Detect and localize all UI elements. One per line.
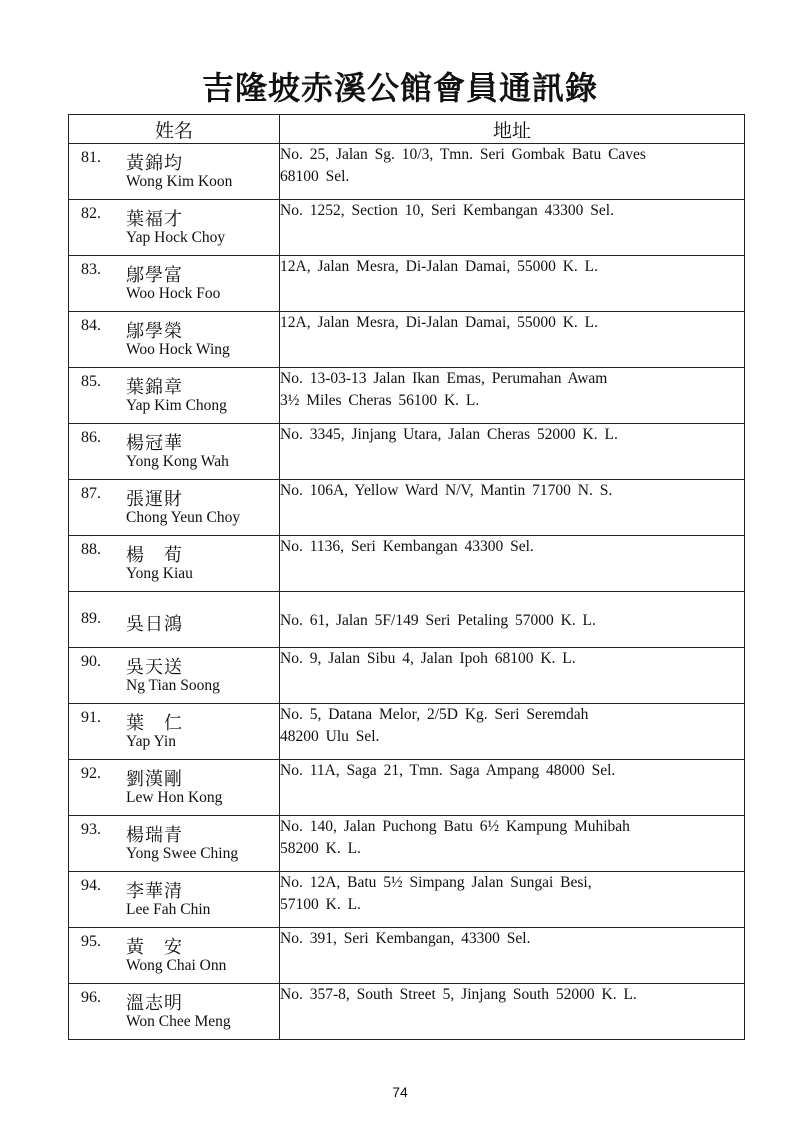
member-name-cell bbox=[69, 592, 280, 648]
member-name-cell bbox=[69, 872, 280, 928]
address-line: No. 61, Jalan 5F/149 Seri Petaling 57000 K. L. bbox=[280, 612, 596, 629]
member-address-cell bbox=[280, 872, 745, 928]
member-english-name: Woo Hock Foo bbox=[126, 285, 221, 302]
member-name-cell bbox=[69, 200, 280, 256]
member-address-cell bbox=[280, 704, 745, 760]
member-number: 81. bbox=[81, 149, 101, 166]
address-line: No. 391, Seri Kembangan, 43300 Sel. bbox=[280, 930, 531, 947]
address-line: No. 25, Jalan Sg. 10/3, Tmn. Seri Gombak Batu Caves bbox=[280, 146, 646, 163]
member-english-name: Wong Kim Koon bbox=[126, 173, 233, 190]
address-line: 12A, Jalan Mesra, Di-Jalan Damai, 55000 K. L. bbox=[280, 314, 599, 331]
name-column-header: 姓名 bbox=[69, 115, 280, 144]
table-row bbox=[69, 424, 745, 480]
address-line: No. 140, Jalan Puchong Batu 6½ Kampung Muhibah bbox=[280, 818, 630, 835]
member-name-cell bbox=[69, 144, 280, 200]
member-chinese-name: 葉 仁 bbox=[126, 713, 183, 734]
member-rows bbox=[69, 144, 745, 1040]
table-row bbox=[69, 984, 745, 1040]
member-name-cell bbox=[69, 536, 280, 592]
member-name-cell bbox=[69, 760, 280, 816]
member-english-name: Woo Hock Wing bbox=[126, 341, 230, 358]
table-row bbox=[69, 256, 745, 312]
member-name-cell bbox=[69, 424, 280, 480]
member-chinese-name: 吳天送 bbox=[126, 657, 183, 678]
member-address-cell bbox=[280, 200, 745, 256]
member-english-name: Won Chee Meng bbox=[126, 1013, 231, 1030]
address-line: No. 9, Jalan Sibu 4, Jalan Ipoh 68100 K. L. bbox=[280, 650, 576, 667]
member-chinese-name: 葉錦章 bbox=[126, 377, 183, 398]
address-line: No. 1252, Section 10, Seri Kembangan 43300 Sel. bbox=[280, 202, 614, 219]
member-number: 89. bbox=[81, 610, 101, 627]
table-row bbox=[69, 704, 745, 760]
member-chinese-name: 吳日鴻 bbox=[126, 614, 183, 635]
address-line: No. 11A, Saga 21, Tmn. Saga Ampang 48000 Sel. bbox=[280, 762, 616, 779]
member-number: 94. bbox=[81, 877, 101, 894]
address-line: No. 3345, Jinjang Utara, Jalan Cheras 52000 K. L. bbox=[280, 426, 618, 443]
member-chinese-name: 劉漢剛 bbox=[126, 769, 183, 790]
address-line: No. 5, Datana Melor, 2/5D Kg. Seri Seremdah bbox=[280, 706, 589, 723]
member-address-cell bbox=[280, 648, 745, 704]
member-number: 91. bbox=[81, 709, 101, 726]
address-line: 58200 K. L. bbox=[280, 840, 361, 857]
member-name-cell bbox=[69, 256, 280, 312]
table-row bbox=[69, 312, 745, 368]
address-line: No. 1136, Seri Kembangan 43300 Sel. bbox=[280, 538, 534, 555]
member-name-cell bbox=[69, 928, 280, 984]
member-number: 82. bbox=[81, 205, 101, 222]
address-line: 3½ Miles Cheras 56100 K. L. bbox=[280, 392, 480, 409]
member-directory-table bbox=[68, 114, 745, 1040]
member-address-cell bbox=[280, 816, 745, 872]
member-number: 85. bbox=[81, 373, 101, 390]
table-row bbox=[69, 592, 745, 648]
member-chinese-name: 鄔學榮 bbox=[126, 321, 183, 342]
table-row bbox=[69, 144, 745, 200]
address-line: No. 12A, Batu 5½ Simpang Jalan Sungai Besi, bbox=[280, 874, 592, 891]
member-chinese-name: 張運財 bbox=[126, 489, 183, 510]
member-number: 84. bbox=[81, 317, 101, 334]
member-english-name: Chong Yeun Choy bbox=[126, 509, 241, 526]
table-row bbox=[69, 200, 745, 256]
member-english-name: Ng Tian Soong bbox=[126, 677, 220, 694]
member-name-cell bbox=[69, 368, 280, 424]
address-line: 12A, Jalan Mesra, Di-Jalan Damai, 55000 K. L. bbox=[280, 258, 599, 275]
address-line: 68100 Sel. bbox=[280, 168, 350, 185]
member-number: 90. bbox=[81, 653, 101, 670]
member-chinese-name: 楊瑞青 bbox=[126, 825, 183, 846]
member-number: 96. bbox=[81, 989, 101, 1006]
address-column-header: 地址 bbox=[280, 115, 745, 144]
member-english-name: Yap Kim Chong bbox=[126, 397, 227, 414]
table-row bbox=[69, 536, 745, 592]
member-chinese-name: 楊 荀 bbox=[126, 545, 183, 566]
page-title: 吉隆坡赤溪公館會員通訊錄 bbox=[201, 69, 598, 107]
member-chinese-name: 黃 安 bbox=[126, 937, 183, 958]
member-address-cell bbox=[280, 312, 745, 368]
member-name-cell bbox=[69, 312, 280, 368]
member-number: 83. bbox=[81, 261, 101, 278]
page-number: 74 bbox=[392, 1084, 408, 1100]
member-address-cell bbox=[280, 984, 745, 1040]
address-line: 57100 K. L. bbox=[280, 896, 361, 913]
member-chinese-name: 葉福才 bbox=[126, 209, 183, 230]
member-name-cell bbox=[69, 704, 280, 760]
member-english-name: Lew Hon Kong bbox=[126, 789, 223, 806]
member-chinese-name: 溫志明 bbox=[126, 993, 183, 1014]
member-chinese-name: 黃錦均 bbox=[126, 153, 183, 174]
member-number: 95. bbox=[81, 933, 101, 950]
address-line: No. 357-8, South Street 5, Jinjang South 52000 K. L. bbox=[280, 986, 637, 1003]
address-line: No. 13-03-13 Jalan Ikan Emas, Perumahan Awam bbox=[280, 370, 608, 387]
member-number: 88. bbox=[81, 541, 101, 558]
member-number: 86. bbox=[81, 429, 101, 446]
table-row bbox=[69, 816, 745, 872]
member-address-cell bbox=[280, 144, 745, 200]
member-name-cell bbox=[69, 816, 280, 872]
member-address-cell bbox=[280, 480, 745, 536]
table-row bbox=[69, 928, 745, 984]
table-row bbox=[69, 648, 745, 704]
address-line: 48200 Ulu Sel. bbox=[280, 728, 380, 745]
member-address-cell bbox=[280, 256, 745, 312]
table-row bbox=[69, 872, 745, 928]
member-chinese-name: 楊冠華 bbox=[126, 433, 183, 454]
member-address-cell bbox=[280, 368, 745, 424]
member-address-cell bbox=[280, 592, 745, 648]
address-line: No. 106A, Yellow Ward N/V, Mantin 71700 N. S. bbox=[280, 482, 613, 499]
member-number: 87. bbox=[81, 485, 101, 502]
member-number: 93. bbox=[81, 821, 101, 838]
member-address-cell bbox=[280, 760, 745, 816]
table-row bbox=[69, 480, 745, 536]
member-english-name: Yong Swee Ching bbox=[126, 845, 239, 862]
member-english-name: Yong Kong Wah bbox=[126, 453, 229, 470]
member-english-name: Yap Hock Choy bbox=[126, 229, 226, 246]
member-chinese-name: 鄔學富 bbox=[126, 265, 183, 286]
member-name-cell bbox=[69, 480, 280, 536]
member-name-cell bbox=[69, 984, 280, 1040]
member-name-cell bbox=[69, 648, 280, 704]
member-english-name: Yong Kiau bbox=[126, 565, 193, 582]
table-row bbox=[69, 760, 745, 816]
table-row bbox=[69, 368, 745, 424]
member-chinese-name: 李華清 bbox=[126, 881, 183, 902]
member-english-name: Wong Chai Onn bbox=[126, 957, 227, 974]
member-address-cell bbox=[280, 536, 745, 592]
member-english-name: Lee Fah Chin bbox=[126, 901, 211, 918]
member-address-cell bbox=[280, 424, 745, 480]
member-english-name: Yap Yin bbox=[126, 733, 176, 750]
member-number: 92. bbox=[81, 765, 101, 782]
member-address-cell bbox=[280, 928, 745, 984]
